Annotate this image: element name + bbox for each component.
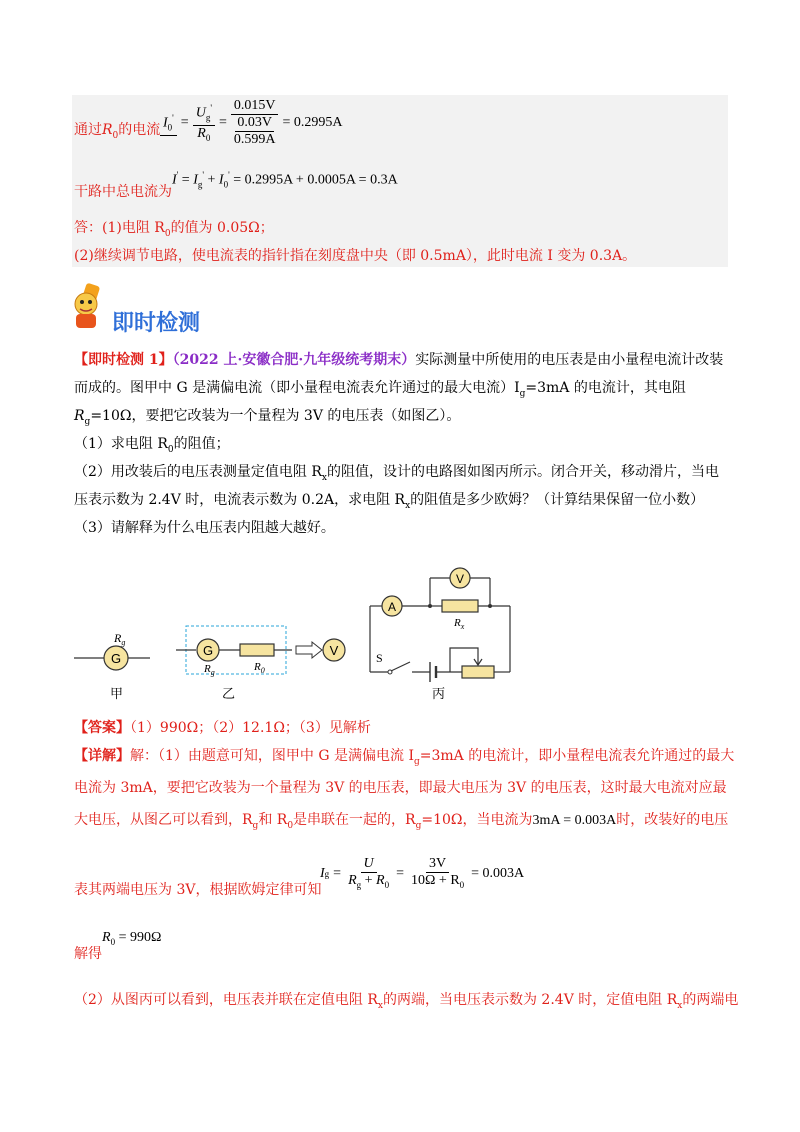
- equation-r0-result: $R_0 = 990\Omega$: [102, 930, 162, 947]
- r0-label: $R_0$: [254, 661, 265, 675]
- pencil-mascot-icon: [70, 282, 108, 330]
- answer-line-1: 答：(1)电阻 $R_0$的值为 0.05Ω；: [74, 220, 274, 239]
- answer-line: 【答案】（1）990Ω；（2）12.1Ω；（3）见解析: [74, 720, 371, 736]
- question-part-2b: 压表示数为 2.4V 时，电流表示数为 0.2A，求电阻 $R_x$的阻值是多少欧姆？（计算结果保留一位小数）: [74, 492, 705, 511]
- switch-s-label: S: [376, 651, 383, 665]
- circuit-figure: [70, 560, 730, 710]
- detail-line-2: 电流为 3mA，要把它改装为一个量程为 3V 的电压表，即最大电压为 3V 的电压表，这时最大电流对应最: [74, 780, 727, 796]
- section-title: 即时检测: [112, 311, 201, 336]
- detail-line-5: 解得: [74, 946, 102, 962]
- detail-line-4: 表其两端电压为 3V，根据欧姆定律可知: [74, 882, 322, 898]
- figure-jia-label: 甲: [110, 687, 124, 702]
- rg-label-jia: $R_g$: [114, 631, 126, 647]
- detail-line-3: 大电压，从图乙可以看到，$R_g$和 $R_0$是串联在一起的，$R_g=10\Omega$，当电流为3mA = 0.003A时，改装好的电压: [74, 812, 729, 831]
- question-line-2: 而成的。图甲中 G 是满偏电流（即小量程电流表允许通过的最大电流）$I_g=3mA$ 的电流计，其电阻: [74, 380, 686, 399]
- answer-line-2: (2)继续调节电路，使电流表的指针指在刻度盘中央（即 0.5mA），此时电流 I 变为 0.3A。: [74, 248, 637, 264]
- equation-i0: $I_0'$ = $\frac{U_g'}{R_0}$ = 0.015V 0.03V 0.599A = 0.2995A: [160, 98, 343, 148]
- equation-total-current: $I' = I_g' + I_0' = 0.2995A + 0.0005A = 0.3A$: [172, 170, 398, 190]
- rx-label: $R_x$: [454, 617, 465, 631]
- question-part-1: （1）求电阻 $R_0$的阻值；: [74, 436, 230, 455]
- detail-line-6: （2）从图丙可以看到，电压表并联在定值电阻 $R_x$的两端，当电压表示数为 2.4V 时，定值电阻 $R_x$的两端电: [74, 992, 739, 1011]
- figure-yi-label: 乙: [222, 687, 236, 702]
- total-current-label: 干路中总电流为: [74, 184, 172, 200]
- voltmeter-v-label-yi: V: [329, 643, 339, 658]
- detail-line-1: 【详解】解：（1）由题意可知，图甲中 G 是满偏电流 $I_g=3mA$ 的电流计，即小量程电流表允许通过的最大: [74, 748, 735, 767]
- rg-label-yi: $R_g$: [204, 663, 215, 677]
- question-line-3: $R_g=10\Omega$，要把它改装为一个量程为 3V 的电压表（如图乙）。: [74, 408, 461, 427]
- current-r0-label: 通过$R_0$的电流: [74, 122, 161, 141]
- ammeter-a-label: A: [387, 600, 397, 614]
- question-part-3: （3）请解释为什么电压表内阻越大越好。: [74, 520, 335, 536]
- figure-bing-label: 丙: [432, 687, 446, 702]
- question-part-2a: （2）用改装后的电压表测量定值电阻 $R_x$的阻值，设计的电路图如图丙所示。闭合开关，移动滑片，当电: [74, 464, 719, 483]
- equation-ohms-law: I g = $\frac{U}{R_g + R_0}$ = $\frac{3V}{10\Omega + R_0}$ = 0.003A: [320, 856, 525, 890]
- galvanometer-g-label-yi: G: [202, 643, 214, 658]
- galvanometer-g-label: G: [110, 651, 122, 666]
- voltmeter-v-label-bing: V: [455, 572, 465, 586]
- question-line-1: 【即时检测 1】（2022 上·安徽合肥·九年级统考期末）实际测量中所使用的电压表是由小量程电流计改装: [74, 352, 724, 368]
